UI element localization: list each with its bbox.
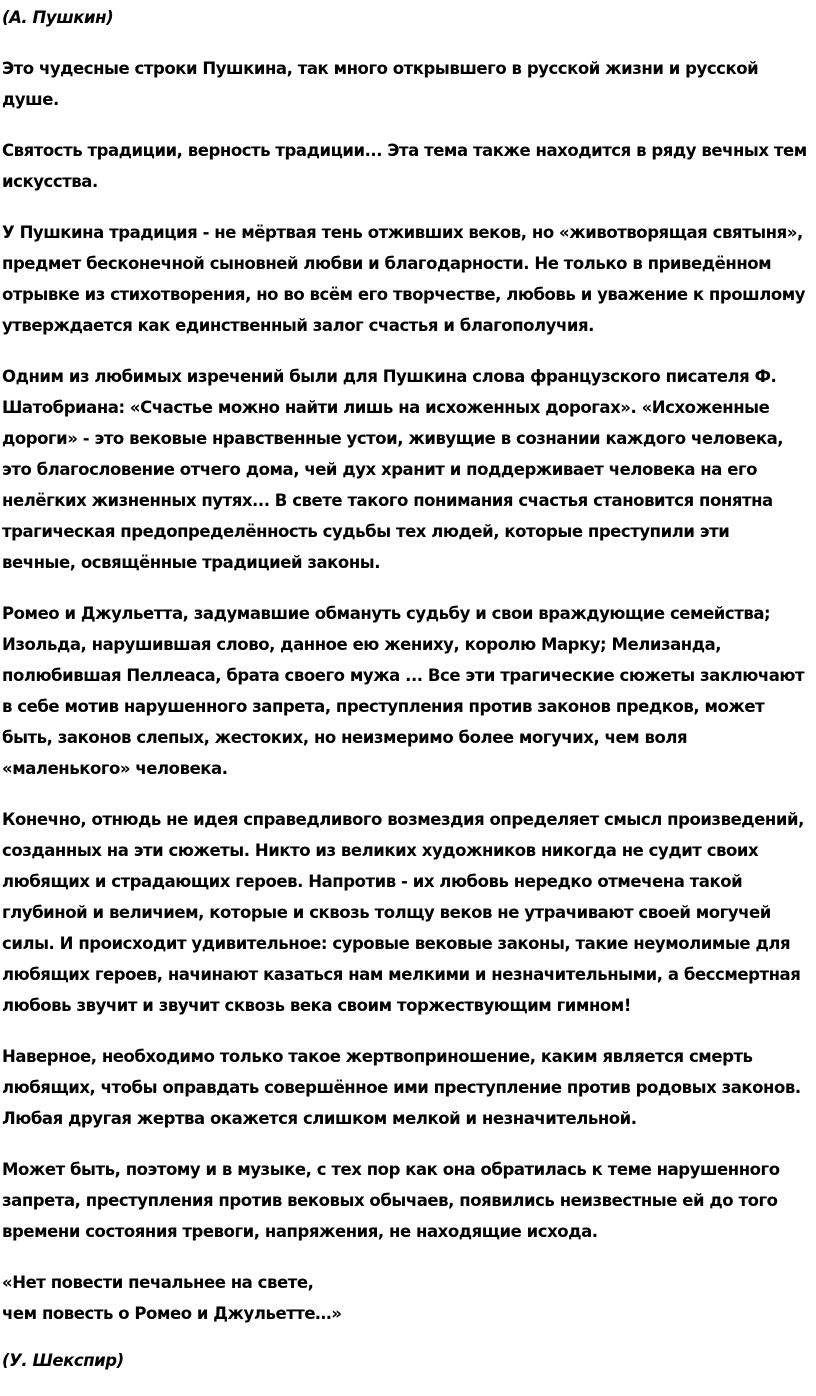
document-body	[2, 2, 808, 1396]
paragraph-7: Наверное, необходимо только такое жертвоприношение, каким является смерть любящих, чтобы оправдать совершённое ими преступление против родовых законов. Любая другая жертва окажется слишком мелкой и незначительной.	[2, 1047, 801, 1128]
verse-line-2: чем повесть о Ромео и Джульетте…»	[2, 1304, 342, 1323]
attribution-pushkin: (А. Пушкин)	[2, 8, 114, 27]
paragraph-6: Конечно, отнюдь не идея справедливого возмездия определяет смысл произведений, созданных на эти сюжеты. Никто из великих художников никогда не судит своих любящих и страдающих героев. Напротив - их любовь нередко отмечена такой глубиной и величием, которые и сквозь толщу веков не утрачивают своей могучей силы. И происходит удивительное: суровые вековые законы, такие неумолимые для любящих героев, начинают казаться нам мелкими и незначительными, а бессмертная любовь звучит и звучит сквозь века своим торжествующим гимном!	[2, 810, 804, 1015]
verse-quote	[2, 1267, 808, 1329]
paragraph-5: Ромео и Джульетта, задумавшие обмануть судьбу и свои враждующие семейства; Изольда, нарушившая слово, данное ею жениху, королю Марку; Мелизанда, полюбившая Пеллеаса, брата своего мужа ... Все эти трагические сюжеты заключают в себе мотив нарушенного запрета, преступления против законов предков, может быть, законов слепых, жестоких, но неизмеримо более могучих, чем воля «маленького» человека.	[2, 604, 805, 778]
paragraph-3: У Пушкина традиция - не мёртвая тень отживших веков, но «животворящая святыня», предмет бесконечной сыновней любви и благодарности. Не только в приведённом отрывке из стихотворения, но во всём его творчестве, любовь и уважение к прошлому утверждается как единственный залог счастья и благополучия.	[2, 223, 806, 335]
paragraph-8: Может быть, поэтому и в музыке, с тех пор как она обратилась к теме нарушенного запрета, преступления против вековых обычаев, появились неизвестные ей до того времени состояния тревоги, напряжения, не находящие исхода.	[2, 1160, 780, 1241]
attribution-shakespeare: (У. Шекспир)	[2, 1351, 124, 1370]
paragraph-2: Святость традиции, верность традиции... Эта тема также находится в ряду вечных тем искусства.	[2, 141, 807, 191]
verse-line-1: «Нет повести печальнее на свете,	[2, 1273, 314, 1292]
paragraph-4: Одним из любимых изречений были для Пушкина слова французского писателя Ф. Шатобриана: «Счастье можно найти лишь на исхоженных дорогах». «Исхоженные дороги» - это вековые нравственные устои, живущие в сознании каждого человека, это благословение отчего дома, чей дух хранит и поддерживает человека на его нелёгких жизненных путях... В свете такого понимания счастья становится понятна трагическая предопределённость судьбы тех людей, которые преступили эти вечные, освящённые традицией законы.	[2, 367, 784, 572]
paragraph-1: Это чудесные строки Пушкина, так много открывшего в русской жизни и русской душе.	[2, 59, 759, 109]
